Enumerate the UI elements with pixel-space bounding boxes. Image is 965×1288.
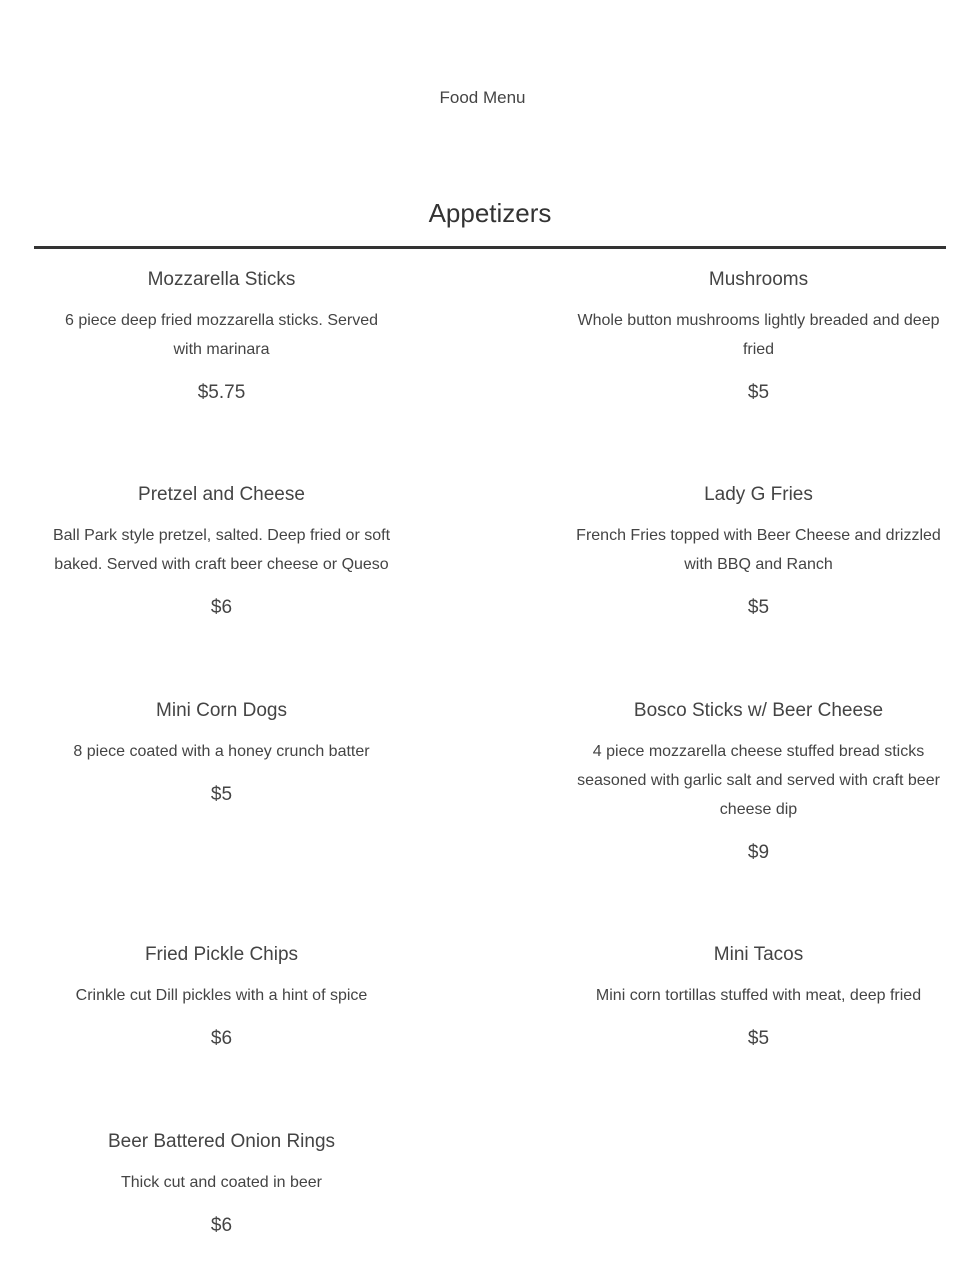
menu-item	[50, 942, 393, 1052]
menu-item-name: Lady G Fries	[704, 484, 813, 505]
menu-item-name: Fried Pickle Chips	[144, 944, 299, 965]
menu-item-price: $5.75	[197, 382, 246, 403]
menu-item-description: Mini corn tortillas stuffed with meat, deep fried	[595, 987, 922, 1004]
menu-item-name: Mushrooms	[708, 269, 809, 290]
menu-item-description: 6 piece deep fried mozzarella sticks. Served with marinara	[64, 312, 379, 358]
menu-item	[50, 482, 393, 621]
menu-item	[576, 267, 941, 406]
menu-item-price: $6	[210, 1028, 233, 1049]
menu-item	[576, 942, 941, 1052]
menu-item-price: $5	[747, 597, 770, 618]
menu-item-description: Crinkle cut Dill pickles with a hint of spice	[75, 987, 368, 1004]
menu-item-description: 8 piece coated with a honey crunch batter	[73, 743, 370, 760]
menu-item	[576, 698, 941, 866]
menu-item	[50, 698, 393, 808]
menu-item-description: Ball Park style pretzel, salted. Deep fried or soft baked. Served with craft beer cheese or Queso	[52, 527, 391, 573]
menu-item-description: 4 piece mozzarella cheese stuffed bread sticks seasoned with garlic salt and served with craft beer cheese dip	[577, 743, 940, 818]
menu-item-name: Pretzel and Cheese	[138, 484, 305, 505]
food-menu-link[interactable]: Food Menu	[439, 88, 526, 107]
menu-item-description: Whole button mushrooms lightly breaded and deep fried	[577, 312, 940, 358]
menu-item-price: $6	[210, 1215, 233, 1236]
menu-item-description: Thick cut and coated in beer	[120, 1174, 322, 1191]
menu-item-name: Mini Tacos	[713, 944, 804, 965]
menu-item-name: Mozzarella Sticks	[147, 269, 296, 290]
menu-item	[576, 482, 941, 621]
menu-item-price: $9	[747, 842, 770, 863]
menu-item-price: $5	[210, 784, 233, 805]
menu-item-name: Mini Corn Dogs	[156, 700, 287, 721]
section-title: Appetizers	[428, 198, 552, 228]
menu-item-name: Beer Battered Onion Rings	[107, 1131, 336, 1152]
section-divider	[34, 246, 946, 249]
menu-item-price: $6	[210, 597, 233, 618]
menu-item-price: $5	[747, 1028, 770, 1049]
menu-item	[50, 1129, 393, 1239]
menu-item	[50, 267, 393, 406]
menu-item-price: $5	[747, 382, 770, 403]
menu-item-description: French Fries topped with Beer Cheese and drizzled with BBQ and Ranch	[576, 527, 941, 573]
menu-item-name: Bosco Sticks w/ Beer Cheese	[633, 700, 884, 721]
